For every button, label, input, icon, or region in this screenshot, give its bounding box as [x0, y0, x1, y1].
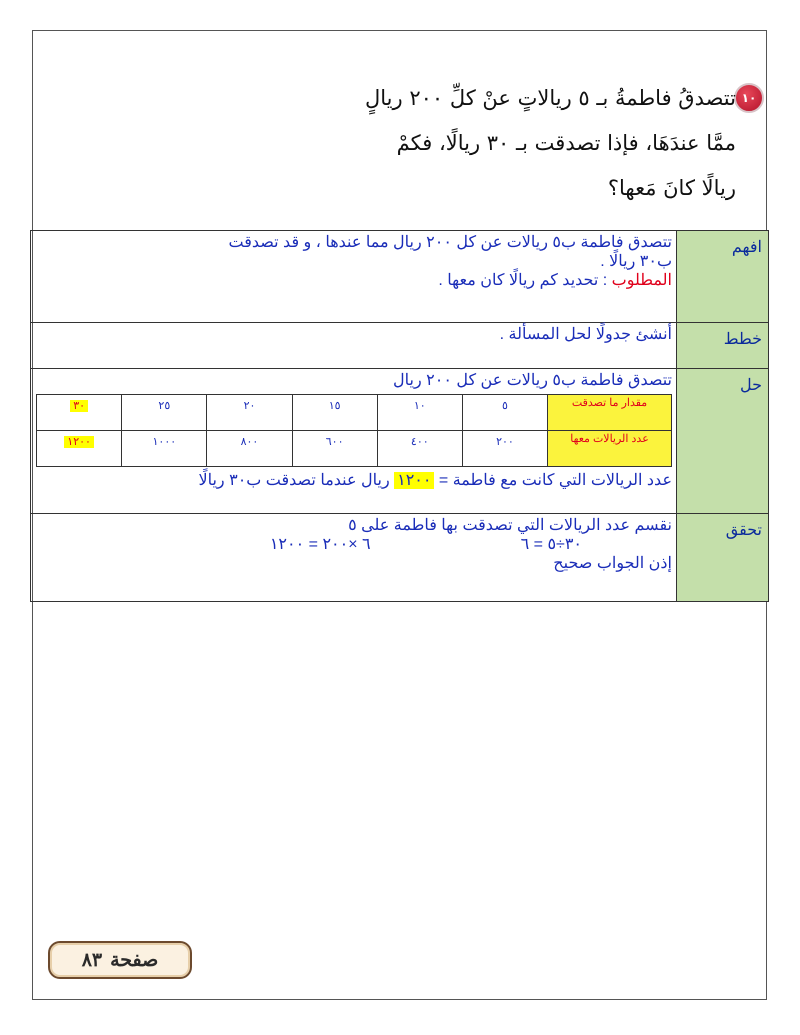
plan-text: أنشئ جدولًا لحل المسألة . — [499, 326, 672, 343]
step-body-understand — [31, 231, 677, 323]
required-label: المطلوب — [611, 272, 672, 289]
solve-intro: تتصدق فاطمة ب٥ ريالات عن كل ٢٠٠ ريال — [393, 372, 672, 389]
riyals-row-header: عدد الريالات معها — [548, 431, 672, 467]
riyals-highlight-value: ١٢٠٠ — [64, 436, 94, 448]
check-calc-multiplication: ٦ ×٢٠٠ = ١٢٠٠ — [269, 536, 371, 553]
donation-cell: ٢٠ — [207, 395, 292, 431]
riyals-cell: ٢٠٠ — [462, 431, 547, 467]
donation-row — [37, 395, 672, 431]
step-label-solve: حل — [677, 369, 769, 514]
problem-line-2: ممَّا عندَهَا، فإذا تصدقت بـ ٣٠ ريالًا، فكمْ — [396, 131, 736, 155]
question-number-badge: ١٠ — [734, 83, 764, 113]
check-conclusion: إذن الجواب صحيح — [553, 555, 672, 572]
riyals-cell: ٤٠٠ — [377, 431, 462, 467]
page-number-badge — [48, 941, 192, 979]
understand-line-2: ب٣٠ ريالًا . — [600, 253, 672, 270]
summary-after: ريال عندما تصدقت ب٣٠ ريالًا — [198, 472, 395, 489]
step-check — [31, 514, 769, 602]
solution-table — [30, 230, 769, 602]
step-body-solve — [31, 369, 677, 514]
understand-required — [31, 271, 672, 290]
summary-value: ١٢٠٠ — [394, 472, 434, 489]
step-understand — [31, 231, 769, 323]
page-number: ٨٣ — [81, 949, 103, 971]
check-calculations — [31, 535, 672, 554]
donation-cell: ٢٥ — [122, 395, 207, 431]
check-line-1: نقسم عدد الريالات التي تصدقت بها فاطمة على ٥ — [348, 517, 672, 534]
problem-statement — [266, 76, 736, 211]
donation-table — [36, 394, 672, 467]
riyals-cell-highlight — [37, 431, 122, 467]
riyals-cell: ٦٠٠ — [292, 431, 377, 467]
donation-highlight-value: ٣٠ — [70, 400, 88, 412]
donation-cell: ٥ — [462, 395, 547, 431]
step-plan — [31, 323, 769, 369]
donation-cell: ١٠ — [377, 395, 462, 431]
step-label-understand: افهم — [677, 231, 769, 323]
riyals-row — [37, 431, 672, 467]
page-label: صفحة — [110, 949, 159, 971]
step-label-check: تحقق — [677, 514, 769, 602]
riyals-cell: ٨٠٠ — [207, 431, 292, 467]
step-label-plan: خطط — [677, 323, 769, 369]
step-body-check — [31, 514, 677, 602]
donation-row-header: مقدار ما تصدقت — [548, 395, 672, 431]
step-solve — [31, 369, 769, 514]
riyals-cell: ١٠٠٠ — [122, 431, 207, 467]
required-text: : تحديد كم ريالًا كان معها . — [438, 272, 612, 289]
donation-cell: ١٥ — [292, 395, 377, 431]
check-calc-division: ٣٠÷٥ = ٦ — [520, 536, 582, 553]
donation-cell-highlight — [37, 395, 122, 431]
step-body-plan — [31, 323, 677, 369]
understand-line-1: تتصدق فاطمة ب٥ ريالات عن كل ٢٠٠ ريال مما عندها ، و قد تصدقت — [228, 234, 672, 251]
problem-line-1: تتصدقُ فاطمةُ بـ ٥ ريالاتٍ عنْ كلِّ ٢٠٠ ريالٍ — [365, 86, 736, 110]
problem-line-3: ريالًا كانَ مَعها؟ — [607, 176, 736, 200]
summary-before: عدد الريالات التي كانت مع فاطمة = — [434, 472, 672, 489]
solve-summary — [31, 471, 672, 490]
